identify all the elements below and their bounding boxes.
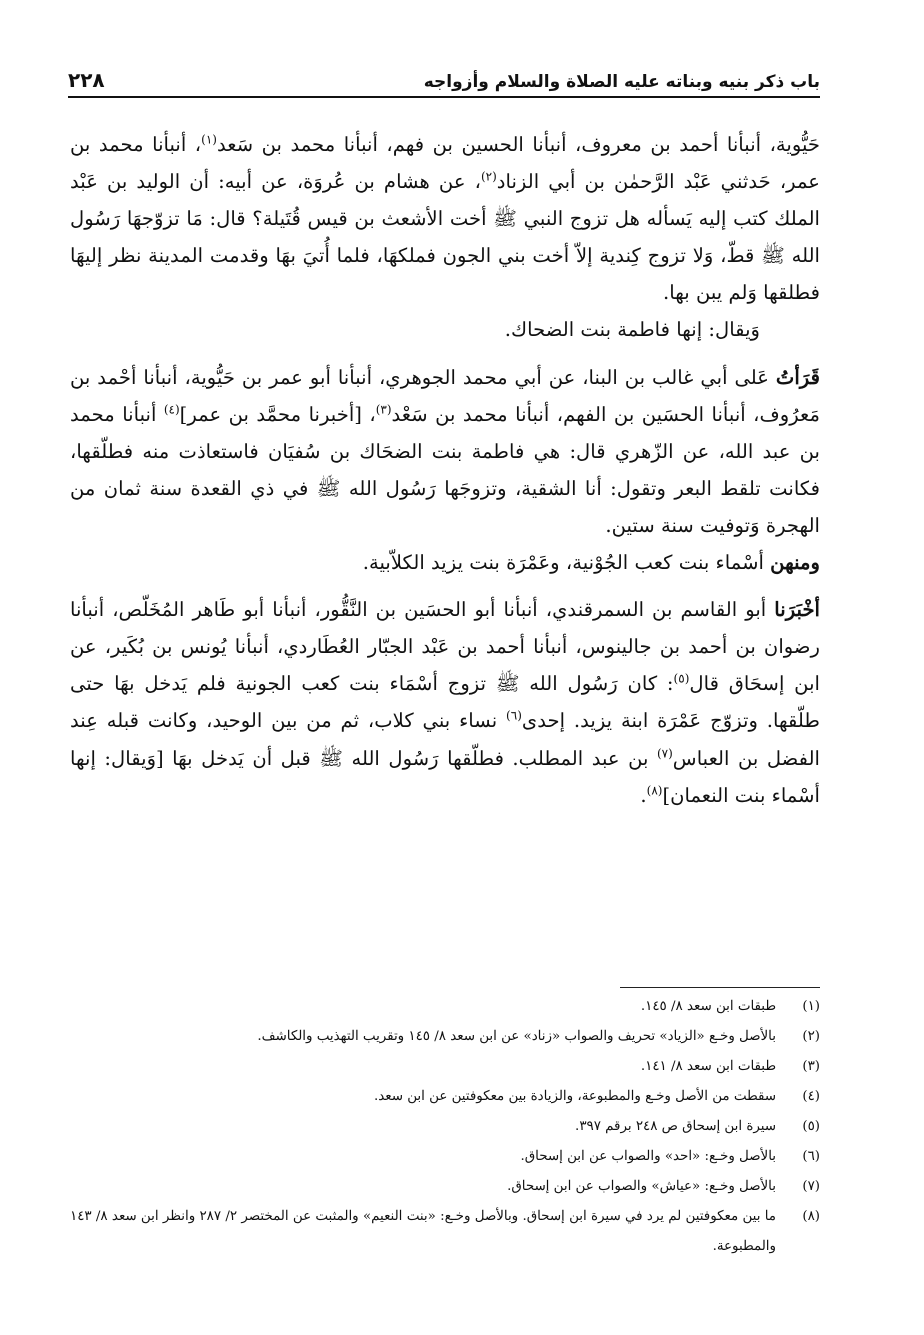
text-segment: ، أنبأنا محمد بن عمر، حَدثني عَبْد الرَّحمٰن بن أبي الزناد (70, 133, 820, 194)
footnote-text: سيرة ابن إسحاق ص ٢٤٨ برقم ٣٩٧. (575, 1119, 776, 1134)
text-segment: عَلى أبي غالب بن البنا، عن أبي محمد الجوهري، أنبأنا أبو عمر بن حَيُّوية، أنبأنا أحْمد بن مَعرُوف، أنبأنا الحسَين بن الفهم، أنبأنا محمد بن سَعْد (70, 365, 821, 426)
text-segment: ، [أخبرنا محمَّد بن عمر] (179, 402, 376, 426)
footnote-number: (٤) (802, 1089, 820, 1104)
paragraph-lead-word: أخْبَرَنا (774, 598, 820, 622)
footnote-item (70, 1052, 820, 1082)
footnotes (70, 992, 820, 1262)
paragraph-3 (70, 359, 820, 544)
text-segment: أنبأنا محمد بن عبد الله، عن الزّهري قال: هي فاطمة بنت الضحَاك بن سُفيَان فاستعاذت منه فطلّقها، فكانت تلقط البعر وتقول: أنا الشقية، وتزوجَها رَسُول الله ﷺ في ذي القعدة سنة ثمان من الهجرة وَتوفيت سنة ستين. (70, 402, 820, 537)
text-segment: حَيُّوية، أنبأنا أحمد بن معروف، أنبأنا الحسين بن فهم، أنبأنا محمد بن سَعد (216, 133, 821, 156)
footnote-ref-1[interactable]: (١) (201, 132, 217, 147)
text-segment: ، عن هشام بن عُروَة، عن أبيه: أن الوليد بن عَبْد الملك كتب إليه يَسأله هل تزوج النبي ﷺ أخت الأشعث بن قيس قُتَيلة؟ قال: مَا تزوّجهَا رَسُول الله ﷺ قطّ، وَلا تزوج كِندية إلاّ أخت بني الجون فملكهَا، فلما أُتيَ بهَا وقدمت المدينة نظر إليهَا فطلقها وَلم يبن بها. (70, 170, 820, 305)
text-segment: أبو القاسم بن السمرقندي، أنبأنا أبو الحسَين بن النَّقُّور، أنبأنا أبو طَاهر المُخَلّص، أنبأنا رضوان بن أحمد بن جالينوس، أنبأنا أحمد بن عَبْد الجبّار العُطَاردي، أنبأنا يُونس بن بُكَير، عن ابن إسحَاق قال (70, 598, 820, 696)
text-segment: أسْماء بنت كعب الجُوْنية، وعَمْرَة بنت يزيد الكلاّبية. (362, 551, 771, 575)
footnote-number: (٥) (802, 1119, 820, 1134)
paragraph-4 (70, 544, 820, 581)
footnote-ref-8[interactable]: (٨) (646, 783, 663, 798)
footnote-item (70, 1202, 820, 1262)
footnote-item (70, 1142, 820, 1172)
footnote-text: طبقات ابن سعد ٨/ ١٤١. (640, 1059, 776, 1074)
page-number: ٢٢٨ (68, 68, 105, 92)
footnote-number: (٨) (802, 1209, 820, 1224)
footnote-text: بالأصل وخـع «الزياد» تحريف والصواب «زناد» عن ابن سعد ٨/ ١٤٥ وتقريب التهذيب والكاشف. (257, 1029, 776, 1044)
footnote-text: ما بين معكوفتين لم يرد في سيرة ابن إسحاق. وبالأصل وخـع: «بنت النعيم» والمثبت عن المختصر ٢/ ٢٨٧ وانظر ابن سعد ٨/ ١٤٣ والمطبوعة. (70, 1209, 776, 1254)
paragraph-5 (70, 591, 820, 814)
text-segment: بن عبد المطلب. فطلّقها رَسُول الله ﷺ قبل أن يَدخل بهَا [وَيقال: إنها أسْماء بنت النعمان] (70, 746, 820, 807)
footnote-item (70, 1112, 820, 1142)
paragraph-lead-word: قَرَأتُ (775, 365, 820, 389)
footnote-number: (٣) (802, 1059, 820, 1074)
chapter-title: باب ذكر بنيه وبناته عليه الصلاة والسلام وأزواجه (423, 72, 820, 92)
text-segment: : كان رَسُول الله ﷺ تزوج أسْمَاء بنت كعب الجونية فلم يَدخل بهَا حتى طلّقها. وتزوّج عَمْرَة ابنة يزيد. إحدى (70, 672, 820, 733)
footnote-text: بالأصل وخـع: «عياش» والصواب عن ابن إسحاق. (507, 1179, 776, 1194)
footnote-ref-3[interactable]: (٣) (375, 402, 392, 417)
footnote-ref-4[interactable]: (٤) (163, 402, 180, 417)
footnote-text: طبقات ابن سعد ٨/ ١٤٥. (640, 999, 776, 1014)
footnote-text: بالأصل وخـع: «احد» والصواب عن ابن إسحاق. (520, 1149, 776, 1164)
text-segment: . (640, 783, 647, 807)
paragraph-lead-word: ومنهن (770, 551, 820, 575)
footnote-ref-5[interactable]: (٥) (673, 671, 690, 686)
main-text (70, 126, 820, 814)
footnote-number: (٧) (802, 1179, 820, 1194)
footnote-item (70, 992, 820, 1022)
footnote-text: سقطت من الأصل وخـع والمطبوعة، والزيادة بين معكوفتين عن ابن سعد. (374, 1089, 776, 1104)
footnote-ref-2[interactable]: (٢) (480, 169, 497, 184)
footnote-item (70, 1022, 820, 1052)
text-segment: نساء بني كلاب، ثم من بين الوحيد، وكانت قبله عِند الفضل بن العباس (70, 709, 820, 770)
footnote-separator (620, 987, 820, 988)
running-header (68, 58, 820, 98)
footnote-item (70, 1082, 820, 1112)
footnote-number: (٢) (802, 1029, 820, 1044)
footnote-item (70, 1172, 820, 1202)
footnote-ref-7[interactable]: (٧) (656, 745, 673, 760)
paragraph-2: وَيقال: إنها فاطمة بنت الضحاك. (504, 318, 760, 342)
footnote-number: (٦) (802, 1149, 820, 1164)
footnote-ref-6[interactable]: (٦) (506, 708, 522, 723)
paragraph-1 (70, 126, 820, 311)
footnote-number: (١) (802, 999, 820, 1014)
